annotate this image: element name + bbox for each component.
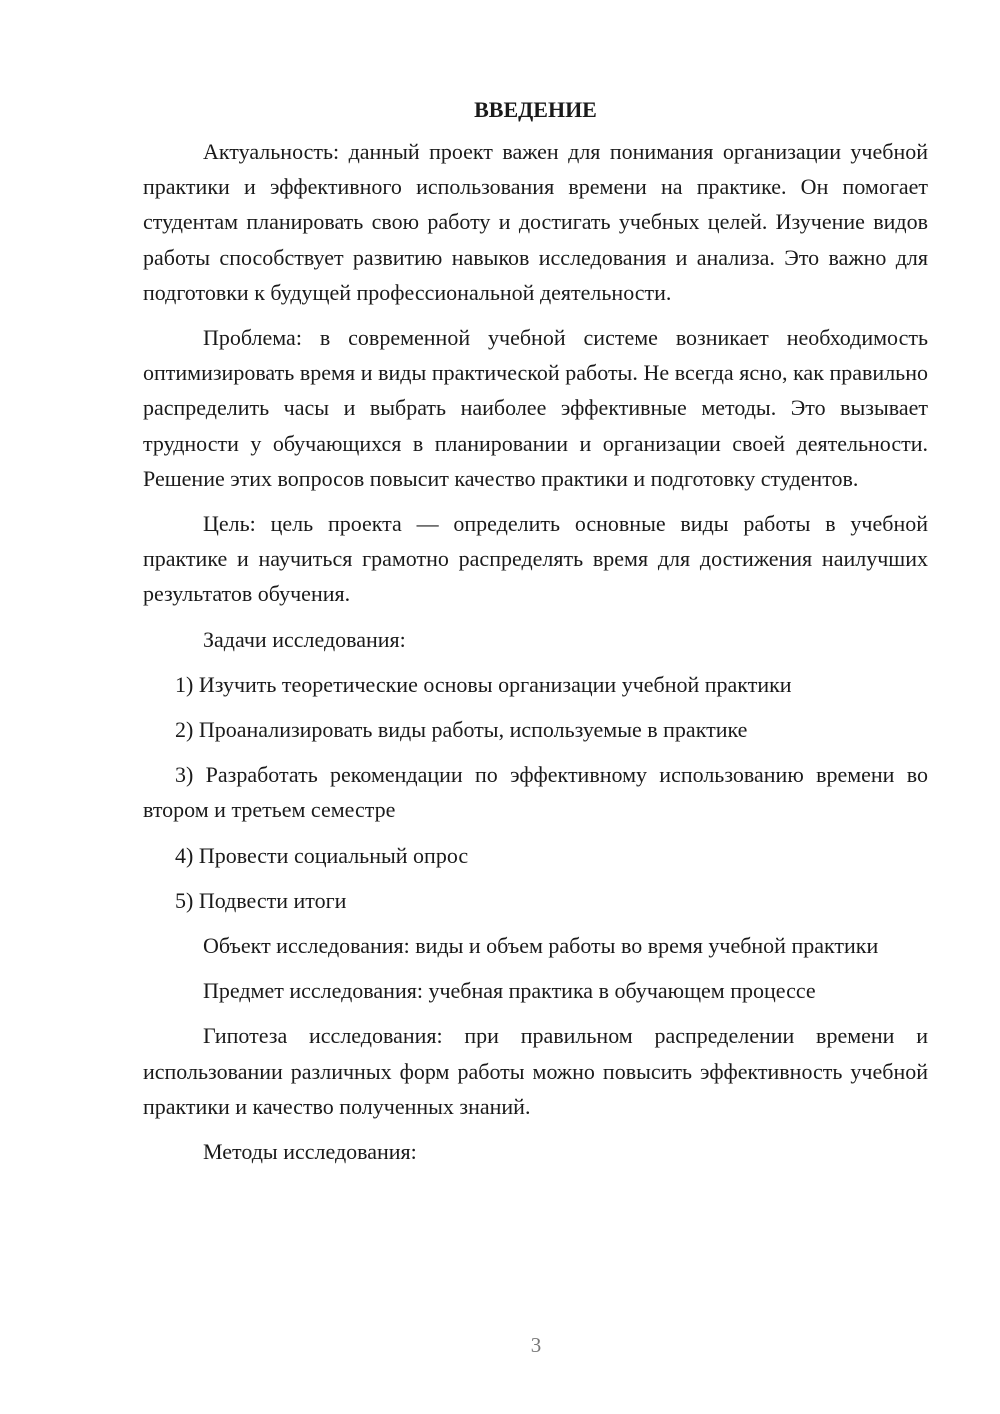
paragraph-goal: Цель: цель проекта — определить основные виды работы в учебной практике и научиться грамотно распределять время для достижения наилучших результатов обучения.	[143, 511, 928, 607]
section-title: ВВЕДЕНИЕ	[474, 97, 597, 122]
paragraph-object: Объект исследования: виды и объем работы во время учебной практики	[203, 933, 879, 959]
task-item-2: 2) Проанализировать виды работы, используемые в практике	[175, 717, 748, 743]
task-item-1: 1) Изучить теоретические основы организации учебной практики	[175, 671, 792, 697]
paragraph-hypothesis: Гипотеза исследования: при правильном распределении времени и использовании различных форм работы можно повысить эффективность учебной практики и качество полученных знаний.	[143, 1023, 928, 1119]
task-item-3: 3) Разработать рекомендации по эффективному использованию времени во втором и третьем семестре	[143, 762, 928, 823]
methods-heading: Методы исследования:	[203, 1139, 417, 1165]
paragraph-subject: Предмет исследования: учебная практика в обучающем процессе	[203, 978, 816, 1004]
task-item-5: 5) Подвести итоги	[175, 887, 347, 913]
page-number: 3	[530, 1333, 542, 1357]
paragraph-problem: Проблема: в современной учебной системе возникает необходимость оптимизировать время и виды практической работы. Не всегда ясно, как правильно распределить часы и выбрать наиболее эффективные методы. Это вызывает трудности у обучающихся в планировании и организации своей деятельности. Решение этих вопросов повысит качество практики и подготовку студентов.	[143, 325, 928, 491]
paragraph-relevance: Актуальность: данный проект важен для понимания организации учебной практики и эффективного использования времени на практике. Он помогает студентам планировать свою работу и достигать учебных целей. Изучение видов работы способствует развитию навыков исследования и анализа. Это важно для подготовки к будущей профессиональной деятельности.	[143, 139, 928, 305]
tasks-heading: Задачи исследования:	[203, 626, 406, 652]
task-item-4: 4) Провести социальный опрос	[175, 842, 469, 868]
document-page	[143, 92, 928, 1169]
